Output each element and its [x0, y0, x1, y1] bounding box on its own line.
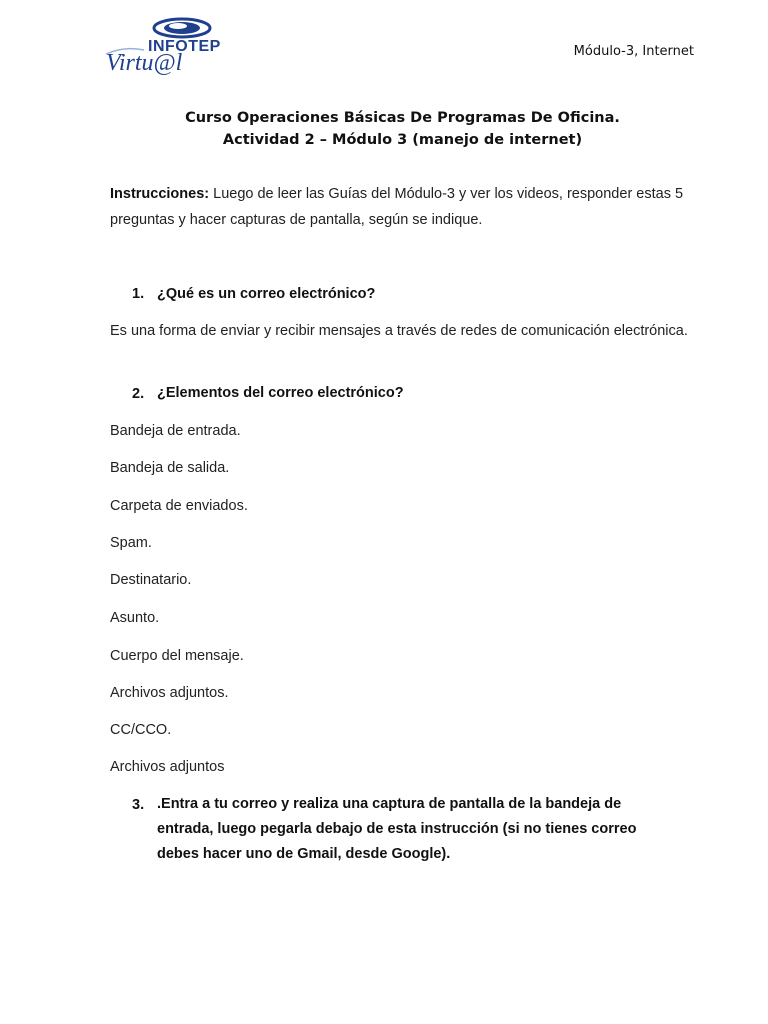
instructions-lead: Instrucciones: [110, 186, 210, 202]
question-2-number: 2. [132, 386, 145, 402]
list-item: Cuerpo del mensaje. [110, 648, 244, 664]
instructions-text: Luego de leer las Guías del Módulo-3 y ver los videos, responder estas 5 preguntas y hacer capturas de pantalla, según se indique. [110, 186, 684, 228]
infotep-virtual-logo [104, 16, 222, 76]
list-item: Archivos adjuntos. [110, 685, 229, 701]
list-item: Spam. [110, 535, 152, 551]
document-title [0, 107, 768, 151]
question-1-number: 1. [132, 286, 145, 302]
list-item: Archivos adjuntos [110, 759, 225, 775]
title-line-1: Curso Operaciones Básicas De Programas De Oficina. [185, 110, 620, 126]
question-1-text: ¿Qué es un correo electrónico? [157, 286, 376, 302]
logo-text-bottom: Virtu@l [106, 50, 183, 76]
list-item: CC/CCO. [110, 722, 172, 738]
title-line-2: Actividad 2 – Módulo 3 (manejo de internet) [222, 132, 583, 148]
logo-text-top: INFOTEP [148, 38, 221, 55]
list-item: Asunto. [110, 610, 160, 626]
list-item: Bandeja de entrada. [110, 423, 241, 439]
module-label: Módulo-3, Internet [573, 44, 694, 59]
question-1-answer: Es una forma de enviar y recibir mensajes a través de redes de comunicación electrónica. [110, 323, 688, 339]
question-3-text: .Entra a tu correo y realiza una captura de pantalla de la bandeja de entrada, luego pegarla debajo de esta instrucción (si no tienes correo debes hacer uno de Gmail, desde Google). [157, 796, 637, 862]
list-item: Carpeta de enviados. [110, 498, 248, 514]
list-item: Bandeja de salida. [110, 460, 230, 476]
question-2-text: ¿Elementos del correo electrónico? [157, 385, 404, 401]
instructions-paragraph [110, 181, 690, 233]
list-item: Destinatario. [110, 572, 192, 588]
question-3-number: 3. [132, 797, 145, 813]
